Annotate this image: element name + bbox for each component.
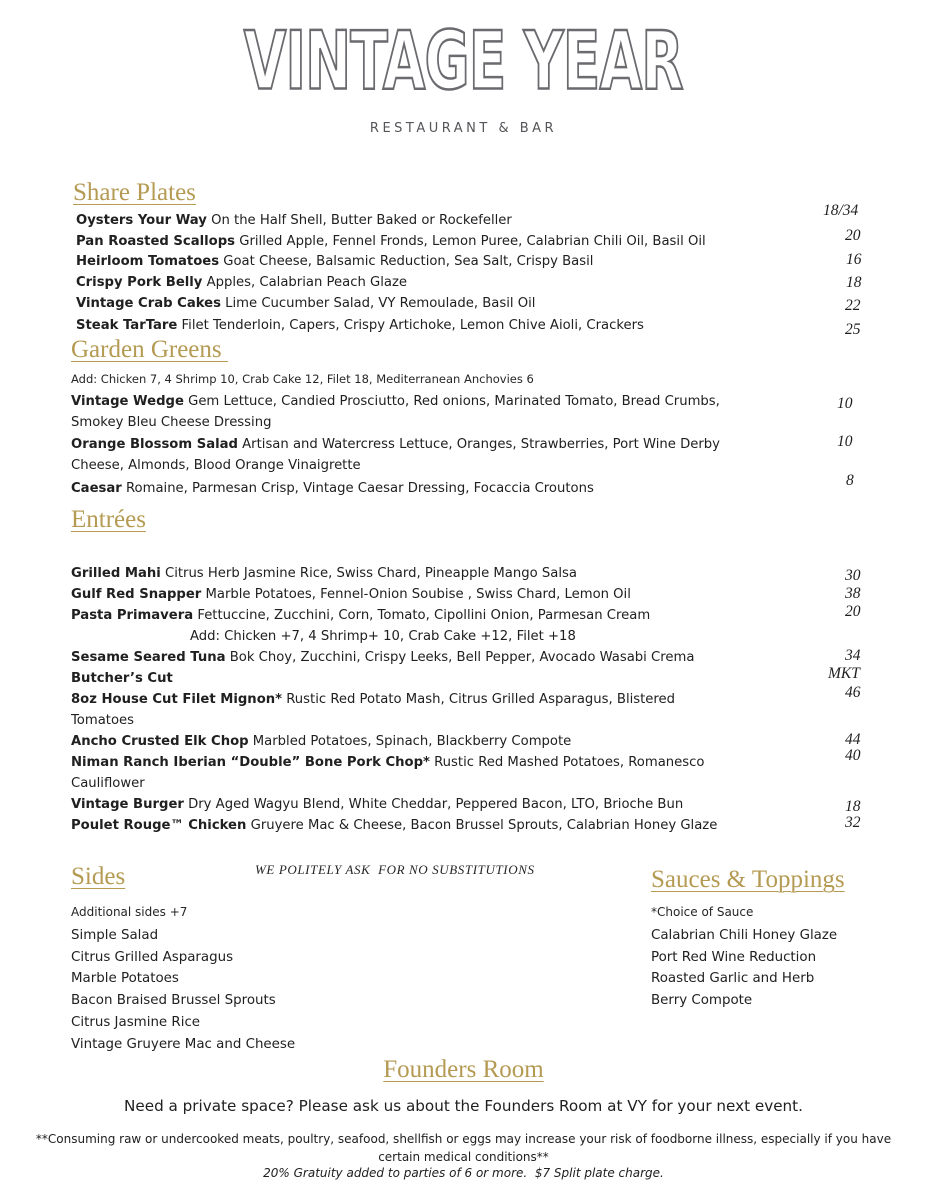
menu-item: Orange Blossom Salad Artisan and Watercress Lettuce, Oranges, Strawberries, Port Wine Derby Cheese, Almonds, Blood Orange Vinaigrette <box>71 437 720 473</box>
item-price: 46 <box>845 684 861 701</box>
menu-item: Crispy Pork Belly Apples, Calabrian Peach Glaze <box>76 275 407 290</box>
item-price: 10 <box>837 433 853 450</box>
menu-item: Sesame Seared Tuna Bok Choy, Zucchini, Crispy Leeks, Bell Pepper, Avocado Wasabi Crema <box>71 650 695 665</box>
entrees-heading: Entrées <box>71 506 146 533</box>
menu-item: Vintage Burger Dry Aged Wagyu Blend, White Cheddar, Peppered Bacon, LTO, Brioche Bun <box>71 797 684 812</box>
item-price: 20 <box>845 227 861 244</box>
sides-heading: Sides <box>71 863 126 890</box>
pasta-addons: Add: Chicken +7, 4 Shrimp+ 10, Crab Cake +12, Filet +18 <box>190 629 576 644</box>
menu-item: Gulf Red Snapper Marble Potatoes, Fennel-Onion Soubise , Swiss Chard, Lemon Oil <box>71 587 631 602</box>
founders-room-text: Need a private space? Please ask us about the Founders Room at VY for your next event. <box>124 1097 803 1115</box>
item-price: 40 <box>845 747 861 764</box>
greens-addons: Add: Chicken 7, 4 Shrimp 10, Crab Cake 12, Filet 18, Mediterranean Anchovies 6 <box>71 372 534 386</box>
item-price: 22 <box>845 297 861 314</box>
share-plates-heading: Share Plates <box>73 179 196 206</box>
item-price: 18 <box>846 274 862 291</box>
item-price: 8 <box>846 472 854 489</box>
sides-list <box>71 925 295 1055</box>
sauces-list <box>651 925 837 1012</box>
menu-item: Butcher’s Cut <box>71 671 173 686</box>
menu-item: Grilled Mahi Citrus Herb Jasmine Rice, Swiss Chard, Pineapple Mango Salsa <box>71 566 577 581</box>
side-item: Vintage Gruyere Mac and Cheese <box>71 1036 296 1052</box>
menu-item: Ancho Crusted Elk Chop Marbled Potatoes, Spinach, Blackberry Compote <box>71 734 572 749</box>
side-item: Bacon Braised Brussel Sprouts <box>71 993 276 1009</box>
item-price: 18 <box>845 798 861 815</box>
menu-item: Vintage Crab Cakes Lime Cucumber Salad, VY Remoulade, Basil Oil <box>76 296 536 311</box>
gratuity-note: 20% Gratuity added to parties of 6 or more. $7 Split plate charge. <box>263 1166 664 1180</box>
item-price: 10 <box>837 395 853 412</box>
founders-room-heading: Founders Room <box>383 1056 544 1083</box>
logo-subtitle: RESTAURANT & BAR <box>369 121 558 136</box>
restaurant-logo <box>0 15 927 109</box>
sauce-item: Port Red Wine Reduction <box>651 949 817 965</box>
side-item: Citrus Grilled Asparagus <box>71 949 234 965</box>
item-price: 34 <box>845 647 861 664</box>
menu-item: Heirloom Tomatoes Goat Cheese, Balsamic Reduction, Sea Salt, Crispy Basil <box>76 254 594 269</box>
menu-item: Pasta Primavera Fettuccine, Zucchini, Corn, Tomato, Cipollini Onion, Parmesan Cream <box>71 608 651 623</box>
sauce-item: Calabrian Chili Honey Glaze <box>651 928 838 943</box>
consumer-advisory: **Consuming raw or undercooked meats, poultry, seafood, shellfish or eggs may increase your risk of foodborne illness, especially if you have certain medical conditions** <box>35 1132 892 1164</box>
sides-note: Additional sides +7 <box>71 905 188 919</box>
item-price: 38 <box>845 585 861 602</box>
garden-greens-heading: Garden Greens <box>71 336 228 363</box>
menu-item: Caesar Romaine, Parmesan Crisp, Vintage Caesar Dressing, Focaccia Croutons <box>71 481 594 496</box>
menu-item: Oysters Your Way On the Half Shell, Butter Baked or Rockefeller <box>76 213 512 228</box>
menu-item: 8oz House Cut Filet Mignon* Rustic Red Potato Mash, Citrus Grilled Asparagus, Blistered Tomatoes <box>71 692 676 728</box>
menu-item: Vintage Wedge Gem Lettuce, Candied Prosciutto, Red onions, Marinated Tomato, Bread Crumbs, Smokey Bleu Cheese Dressing <box>71 394 720 430</box>
menu-item: Steak TarTare Filet Tenderloin, Capers, Crispy Artichoke, Lemon Chive Aioli, Crackers <box>76 318 644 333</box>
item-price: 32 <box>845 814 861 831</box>
item-price: MKT <box>828 665 860 682</box>
item-price: 18/34 <box>823 202 859 219</box>
item-price: 16 <box>846 251 862 268</box>
side-item: Marble Potatoes <box>71 971 179 987</box>
no-substitutions-note: WE POLITELY ASK FOR NO SUBSTITUTIONS <box>255 862 535 877</box>
sauces-note: *Choice of Sauce <box>651 905 754 919</box>
item-price: 25 <box>845 321 861 338</box>
item-price: 30 <box>845 567 861 584</box>
sauce-item: Roasted Garlic and Herb <box>651 971 815 987</box>
sauces-heading: Sauces & Toppings <box>651 866 845 893</box>
side-item: Simple Salad <box>71 928 159 943</box>
logo-title: VINTAGE YEAR <box>243 15 684 109</box>
side-item: Citrus Jasmine Rice <box>71 1014 201 1030</box>
item-price: 20 <box>845 603 861 620</box>
sauce-item: Berry Compote <box>651 993 753 1009</box>
menu-item: Poulet Rouge™ Chicken Gruyere Mac & Cheese, Bacon Brussel Sprouts, Calabrian Honey Glaze <box>71 818 718 833</box>
menu-item: Pan Roasted Scallops Grilled Apple, Fennel Fronds, Lemon Puree, Calabrian Chili Oil, Basil Oil <box>76 234 706 249</box>
menu-item: Niman Ranch Iberian “Double” Bone Pork Chop* Rustic Red Mashed Potatoes, Romanesco Cauliflower <box>71 755 705 791</box>
item-price: 44 <box>845 731 861 748</box>
